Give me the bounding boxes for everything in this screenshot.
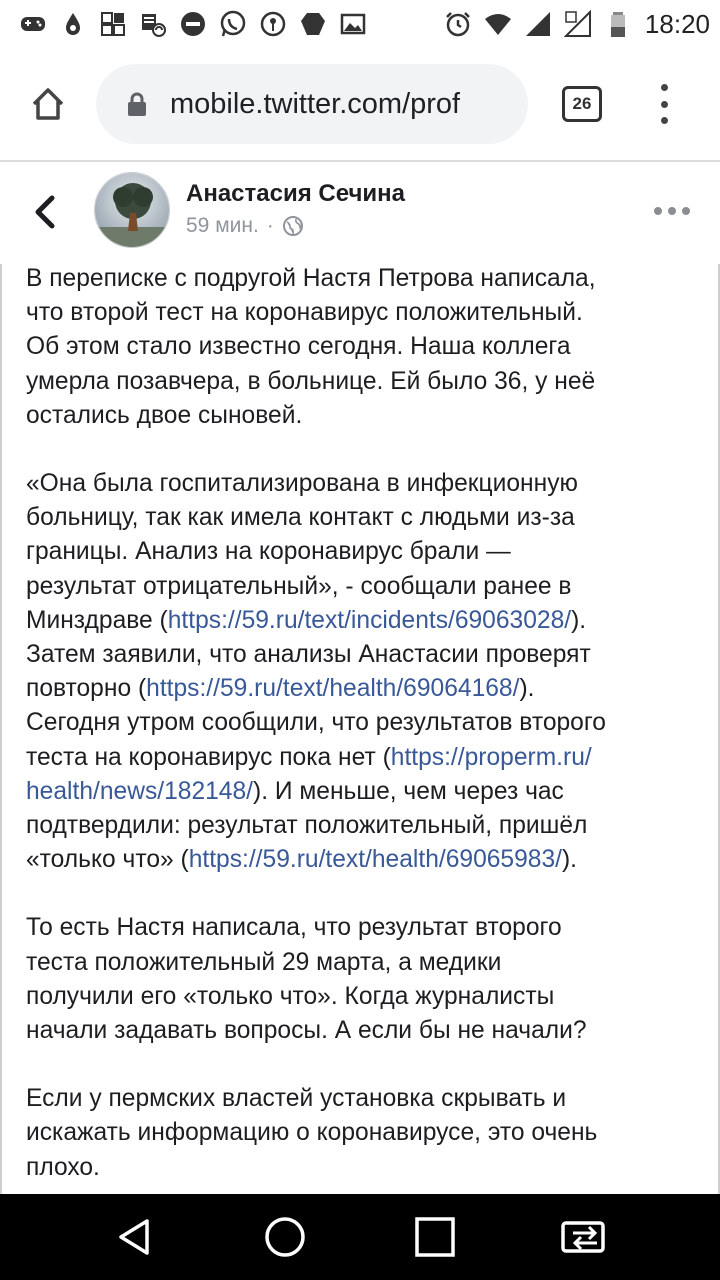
shield-app-icon [298, 9, 328, 39]
nav-home-button[interactable] [255, 1207, 315, 1267]
text-line: То есть Настя написала, что результат второго [26, 914, 562, 942]
text-line [26, 741, 698, 775]
text-fragment: теста на коронавирус пока нет ( [26, 743, 391, 771]
text-line: результат отрицательный», - сообщали ранее в [26, 572, 572, 600]
text-line: подтвердили: результат положительный, пришёл [26, 812, 588, 840]
text-line [26, 672, 698, 706]
home-circle-icon [263, 1215, 307, 1259]
sync-app-icon [138, 9, 168, 39]
text-line: Затем заявили, что анализы Анастасии проверят [26, 641, 591, 669]
text-line: теста положительный 29 марта, а медики [26, 948, 502, 976]
signal-icon [523, 9, 553, 39]
clock: 18:20 [644, 8, 710, 39]
browser-toolbar [0, 48, 720, 160]
alarm-icon [443, 9, 473, 39]
post-body [26, 262, 698, 1219]
gallery-icon [338, 9, 368, 39]
text-fragment: «только что» ( [26, 846, 189, 874]
text-line: больницу, так как имела контакт с людьми из-за [26, 504, 575, 532]
back-triangle-icon [113, 1215, 157, 1259]
tab-switcher-button[interactable]: 26 [562, 86, 602, 122]
signal-roaming-icon [563, 9, 593, 39]
text-line: что второй тест на коронавирус положительный. [26, 299, 583, 327]
nav-recents-button[interactable] [405, 1207, 465, 1267]
text-fragment: ). [571, 606, 587, 634]
home-icon [28, 84, 68, 124]
text-fragment: Минздраве ( [26, 606, 168, 634]
dot-icon [668, 207, 676, 215]
text-line [26, 843, 698, 877]
nav-back-button[interactable] [105, 1207, 165, 1267]
do-not-disturb-icon [178, 9, 208, 39]
text-fragment: ). [519, 675, 535, 703]
post-time[interactable]: 59 мин. [186, 214, 259, 237]
browser-menu-button[interactable] [646, 78, 682, 130]
dot-icon [654, 207, 662, 215]
link-incidents-69063028[interactable]: https://59.ru/text/incidents/69063028/ [167, 606, 572, 634]
whatsapp-icon [218, 9, 248, 39]
text-line [26, 775, 698, 809]
text-line: Сегодня утром сообщили, что результатов второго [26, 709, 606, 737]
text-fragment: повторно ( [26, 675, 147, 703]
post-options-button[interactable] [654, 204, 690, 218]
post-paragraph-1 [26, 262, 698, 433]
recents-square-icon [413, 1215, 457, 1259]
text-line: искажать информацию о коронавирусе, это очень [26, 1119, 598, 1147]
text-line: умерла позавчера, в больнице. Ей было 36, у неё [26, 367, 596, 395]
water-drop-icon [58, 9, 88, 39]
text-line: остались двое сыновей. [26, 401, 303, 429]
url-text: mobile.twitter.com/prof [170, 87, 461, 120]
text-line: Если у пермских властей установка скрывать и [26, 1085, 567, 1113]
lock-icon [124, 91, 150, 117]
text-line: плохо. [26, 1153, 100, 1181]
text-line: получили его «только что». Когда журналисты [26, 982, 555, 1010]
post-meta [186, 214, 304, 238]
link-health-69065983[interactable]: https://59.ru/text/health/69065983/ [188, 846, 562, 874]
meta-separator: · [266, 214, 274, 237]
battery-icon [603, 9, 633, 39]
back-button[interactable] [26, 190, 66, 234]
text-line: начали задавать вопросы. А если бы не начали? [26, 1017, 587, 1045]
text-fragment: ). [561, 846, 578, 874]
game-controller-icon [18, 9, 48, 39]
home-button[interactable] [0, 48, 96, 160]
post-paragraph-2 [26, 467, 698, 877]
post-paragraph-4 [26, 1082, 698, 1185]
post-header [0, 160, 720, 264]
text-line [26, 604, 698, 638]
post-paragraph-3 [26, 911, 698, 1048]
dot-icon [682, 207, 690, 215]
dot-icon [661, 84, 668, 91]
avatar-tree-image [95, 173, 170, 248]
text-line: «Она была госпитализирована в инфекционную [26, 470, 578, 498]
author-name[interactable]: Анастасия Сечина [186, 180, 406, 207]
status-bar [0, 0, 720, 48]
link-properm-news-182148[interactable]: health/news/182148/ [26, 777, 253, 805]
system-navigation-bar [0, 1194, 720, 1280]
address-bar[interactable] [96, 64, 528, 144]
dot-icon [661, 117, 668, 124]
text-fragment: ). И меньше, чем через час [253, 777, 564, 805]
link-health-69064168[interactable]: https://59.ru/text/health/69064168/ [146, 675, 520, 703]
wifi-icon [483, 9, 513, 39]
nav-switch-button[interactable] [555, 1207, 615, 1267]
text-line: границы. Анализ на коронавирус брали — [26, 538, 511, 566]
link-properm-news-182148[interactable]: https://properm.ru/ [390, 743, 592, 771]
compass-app-icon [258, 9, 288, 39]
dot-icon [661, 101, 668, 108]
text-line: В переписке с подругой Настя Петрова написала, [26, 265, 596, 292]
text-line: Об этом стало известно сегодня. Наша коллега [26, 333, 571, 361]
screen-switch-icon [559, 1215, 611, 1259]
grid-app-icon [98, 9, 128, 39]
chevron-left-icon [26, 190, 66, 234]
globe-icon [282, 215, 304, 237]
author-avatar[interactable] [94, 172, 170, 248]
page-border-left [0, 160, 2, 1195]
